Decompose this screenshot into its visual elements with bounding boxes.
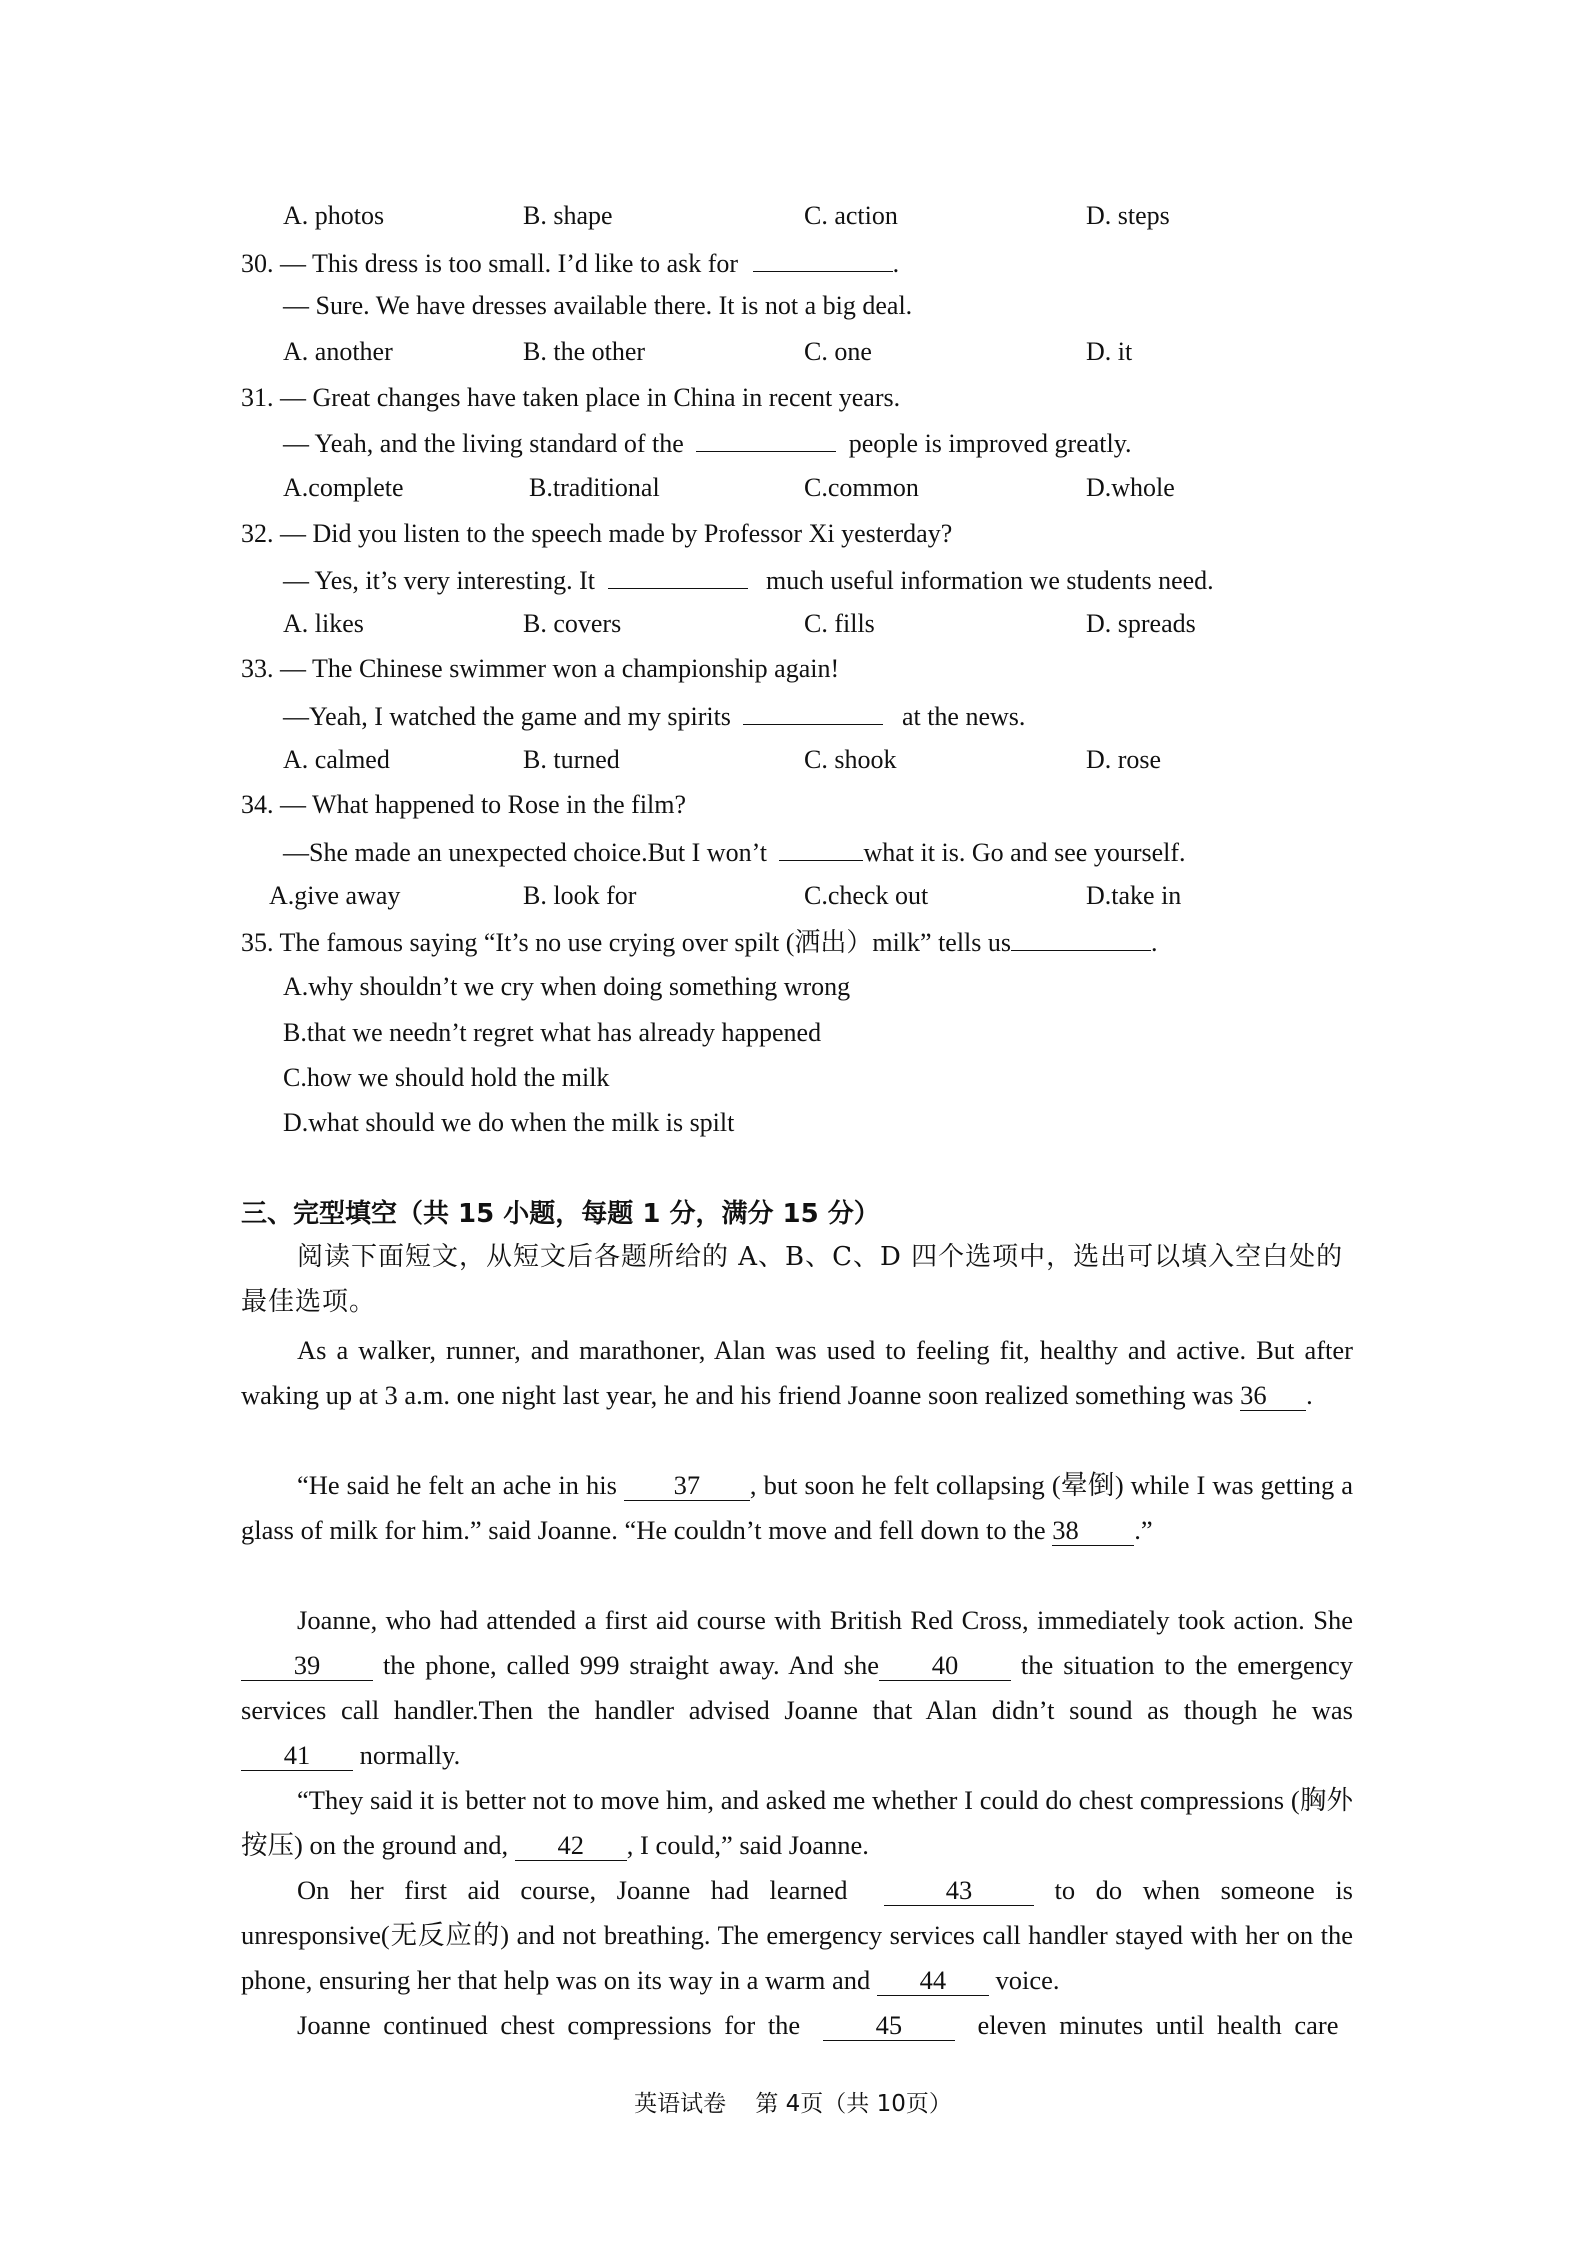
passage-text: Joanne, who had attended a first aid course with British Red Cross, immediately took action. She — [297, 1605, 1353, 1635]
q34-option-b[interactable]: B. look for — [523, 881, 637, 910]
q33-reply-end: at the news. — [901, 702, 1026, 731]
q31-reply-end: people is improved greatly. — [848, 429, 1132, 458]
q30-option-b[interactable]: B. the other — [523, 337, 646, 366]
q31-option-b[interactable]: B.traditional — [529, 473, 660, 502]
q32-option-d[interactable]: D. spreads — [1086, 609, 1196, 638]
q32-option-b[interactable]: B. covers — [523, 609, 622, 638]
blank-42[interactable]: 42 — [515, 1830, 627, 1861]
q32-option-c[interactable]: C. fills — [804, 609, 875, 638]
page-footer: 英语试卷 第 4页（共 10页） — [634, 2091, 952, 2117]
q34-option-d[interactable]: D.take in — [1086, 881, 1182, 910]
blank-43[interactable]: 43 — [884, 1875, 1034, 1906]
passage-paragraph-2 — [241, 1463, 1353, 1553]
section-heading: 三、完型填空（共 15 小题，每题 1 分，满分 15 分） — [241, 1199, 880, 1229]
passage-paragraph-6 — [241, 2003, 1353, 2048]
q31-stem: 31. — Great changes have taken place in China in recent years. — [241, 383, 901, 412]
q30-stem-text: 30. — This dress is too small. I’d like to ask for — [241, 249, 739, 278]
section-instruction-line-1: 阅读下面短文，从短文后各题所给的 A、B、C、D 四个选项中，选出可以填入空白处的 — [297, 1242, 1344, 1272]
passage-text: , I could,” said Joanne. — [626, 1830, 869, 1860]
passage-text: voice. — [995, 1965, 1060, 1995]
passage-text: “They said it is better not to move him, and asked me whether I could do chest compressions (胸外按压) on the ground and, — [241, 1785, 1353, 1860]
passage-text: the phone, called 999 straight away. And she — [382, 1650, 879, 1680]
q33-reply-text: —Yeah, I watched the game and my spirits — [283, 702, 731, 731]
q35-stem — [241, 924, 1158, 960]
passage-text: the situation to the emergency services call handler.Then the handler advised Joanne that Alan didn’t sound as though he was — [241, 1650, 1354, 1725]
q35-option-d[interactable]: D.what should we do when the milk is spilt — [283, 1108, 735, 1137]
q32-reply-text: — Yes, it’s very interesting. It — [283, 566, 595, 595]
q30-blank[interactable] — [753, 245, 893, 272]
q33-option-b[interactable]: B. turned — [523, 745, 620, 774]
q30-option-d[interactable]: D. it — [1086, 337, 1133, 366]
passage-text: , but soon he felt collapsing (晕倒) while I was getting a glass of milk for him.” said Joanne. “He couldn’t move and fell down to the — [241, 1470, 1354, 1545]
q30-option-a[interactable]: A. another — [283, 337, 393, 366]
q35-option-b[interactable]: B.that we needn’t regret what has already happened — [283, 1018, 822, 1047]
passage-text: to do when someone is unresponsive(无反应的) and not breathing. The emergency services call handler stayed with her on the phone, ensuring her that help was on its way in a warm and — [241, 1875, 1353, 1995]
q30-reply: — Sure. We have dresses available there. It is not a big deal. — [283, 291, 913, 320]
q31-reply — [283, 425, 1132, 461]
q33-option-a[interactable]: A. calmed — [283, 745, 390, 774]
blank-38[interactable]: 38 — [1052, 1515, 1134, 1546]
passage-text: On her first aid course, Joanne had learned — [297, 1875, 848, 1905]
q34-option-a[interactable]: A.give away — [269, 881, 401, 910]
q29-option-c[interactable]: C. action — [804, 201, 898, 230]
q30-stem — [241, 245, 899, 281]
blank-39[interactable]: 39 — [241, 1650, 373, 1681]
q31-option-c[interactable]: C.common — [804, 473, 919, 502]
blank-45[interactable]: 45 — [823, 2010, 955, 2041]
passage-paragraph-5 — [241, 1868, 1353, 2003]
passage-text: As a walker, runner, and marathoner, Alan was used to feeling fit, healthy and active. But after waking up at 3 a.m. one night last year, he and his friend Joanne soon realized something was — [241, 1335, 1353, 1410]
q34-reply — [283, 834, 1186, 870]
q31-option-a[interactable]: A.complete — [283, 473, 404, 502]
passage-paragraph-3 — [241, 1598, 1353, 1778]
blank-40[interactable]: 40 — [879, 1650, 1011, 1681]
q32-option-a[interactable]: A. likes — [283, 609, 364, 638]
q30-stem-end: . — [892, 249, 900, 278]
q29-option-d[interactable]: D. steps — [1086, 201, 1170, 230]
q32-reply — [283, 562, 1214, 598]
q34-stem: 34. — What happened to Rose in the film? — [241, 790, 687, 819]
q31-option-d[interactable]: D.whole — [1086, 473, 1175, 502]
q35-option-a[interactable]: A.why shouldn’t we cry when doing something wrong — [283, 972, 851, 1001]
q31-reply-text: — Yeah, and the living standard of the — [283, 429, 684, 458]
q33-stem: 33. — The Chinese swimmer won a championship again! — [241, 654, 840, 683]
q33-reply — [283, 698, 1025, 734]
passage-paragraph-1 — [241, 1328, 1353, 1418]
passage-text: normally. — [359, 1740, 461, 1770]
q31-blank[interactable] — [696, 425, 836, 452]
q34-option-c[interactable]: C.check out — [804, 881, 929, 910]
blank-41[interactable]: 41 — [241, 1740, 353, 1771]
q34-blank[interactable] — [779, 834, 863, 861]
q34-reply-text: —She made an unexpected choice.But I won’t — [283, 838, 767, 867]
passage-text: Joanne continued chest compressions for the — [297, 2010, 801, 2040]
q32-reply-end: much useful information we students need. — [766, 566, 1214, 595]
passage-text: eleven minutes until health care — [977, 2010, 1339, 2040]
section-instruction-line-2: 最佳选项。 — [241, 1287, 377, 1317]
q33-blank[interactable] — [743, 698, 883, 725]
q29-option-b[interactable]: B. shape — [523, 201, 613, 230]
q32-stem: 32. — Did you listen to the speech made by Professor Xi yesterday? — [241, 519, 953, 548]
q35-stem-text: 35. The famous saying “It’s no use crying over spilt (洒出）milk” tells us — [241, 928, 1012, 957]
q35-blank[interactable] — [1011, 924, 1151, 951]
q29-option-a[interactable]: A. photos — [283, 201, 385, 230]
blank-36[interactable]: 36 — [1240, 1380, 1306, 1411]
q33-option-c[interactable]: C. shook — [804, 745, 897, 774]
blank-44[interactable]: 44 — [877, 1965, 989, 1996]
q35-option-c[interactable]: C.how we should hold the milk — [283, 1063, 610, 1092]
q32-blank[interactable] — [608, 562, 748, 589]
q34-reply-end: what it is. Go and see yourself. — [863, 838, 1186, 867]
passage-text: . — [1306, 1380, 1313, 1410]
passage-paragraph-4 — [241, 1778, 1353, 1868]
passage-text: .” — [1134, 1515, 1153, 1545]
q33-option-d[interactable]: D. rose — [1086, 745, 1162, 774]
q30-option-c[interactable]: C. one — [804, 337, 872, 366]
blank-37[interactable]: 37 — [624, 1470, 750, 1501]
passage-text: “He said he felt an ache in his — [297, 1470, 617, 1500]
q35-stem-end: . — [1151, 928, 1158, 957]
